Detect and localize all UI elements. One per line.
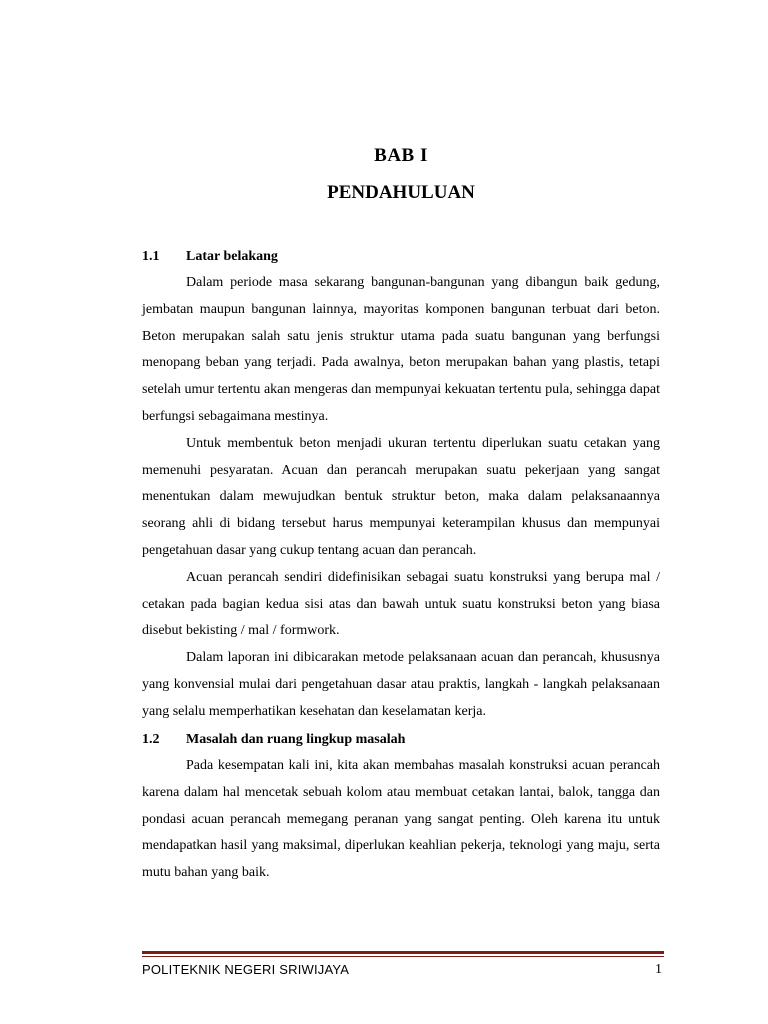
chapter-title: PENDAHULUAN xyxy=(327,182,475,203)
paragraph: Untuk membentuk beton menjadi ukuran tertentu diperlukan suatu cetakan yang memenuhi pesyaratan. Acuan dan perancah merupakan suatu pekerjaan yang sangat menentukan dalam mewujudkan bentuk struktur beton, maka dalam pelaksanaannya seorang ahli di bidang tersebut harus mempunyai keterampilan khusus dan mempunyai pengetahuan dasar yang cukup tentang acuan dan perancah. xyxy=(142,435,660,558)
chapter-number: BAB I xyxy=(374,145,428,166)
paragraph: Pada kesempatan kali ini, kita akan membahas masalah konstruksi acuan perancah karena dalam hal mencetak sebuah kolom atau membuat cetakan lantai, balok, tangga dan pondasi acuan perancah memegang peranan yang sangat penting. Oleh karena itu untuk mendapatkan hasil yang maksimal, diperlukan keahlian pekerja, teknologi yang maju, serta mutu bahan yang baik. xyxy=(142,758,660,881)
section-heading xyxy=(142,248,660,266)
paragraph: Acuan perancah sendiri didefinisikan sebagai suatu konstruksi yang berupa mal / cetakan pada bagian kedua sisi atas dan bawah untuk suatu konstruksi beton yang biasa disebut bekisting / mal / formwork. xyxy=(142,569,660,639)
footer-rule xyxy=(142,951,664,957)
section-number: 1.2 xyxy=(142,732,160,747)
section-title: Latar belakang xyxy=(186,249,278,264)
paragraph: Dalam laporan ini dibicarakan metode pelaksanaan acuan dan perancah, khususnya yang konvensial mulai dari pengetahuan dasar atau praktis, langkah - langkah pelaksanaan yang selalu memperhatikan kesehatan dan keselamatan kerja. xyxy=(142,650,660,719)
section-number: 1.1 xyxy=(142,249,160,264)
section-masalah xyxy=(142,731,660,887)
section-latar-belakang xyxy=(142,248,660,726)
page-number: 1 xyxy=(655,962,662,977)
section-title: Masalah dan ruang lingkup masalah xyxy=(186,732,406,747)
section-heading xyxy=(142,731,660,749)
paragraph: Dalam periode masa sekarang bangunan-bangunan yang dibangun baik gedung, jembatan maupun bangunan lainnya, mayoritas komponen bangunan terbuat dari beton. Beton merupakan salah satu jenis struktur utama pada suatu bangunan yang berfungsi menopang beban yang terjadi. Pada awalnya, beton merupakan bahan yang plastis, tetapi setelah umur tertentu akan mengeras dan mempunyai kekuatan tertentu pula, sehingga dapat berfungsi sebagaimana mestinya. xyxy=(142,275,660,424)
footer-institution: POLITEKNIK NEGERI SRIWIJAYA xyxy=(142,962,350,977)
footer-rule-thin xyxy=(142,956,664,957)
